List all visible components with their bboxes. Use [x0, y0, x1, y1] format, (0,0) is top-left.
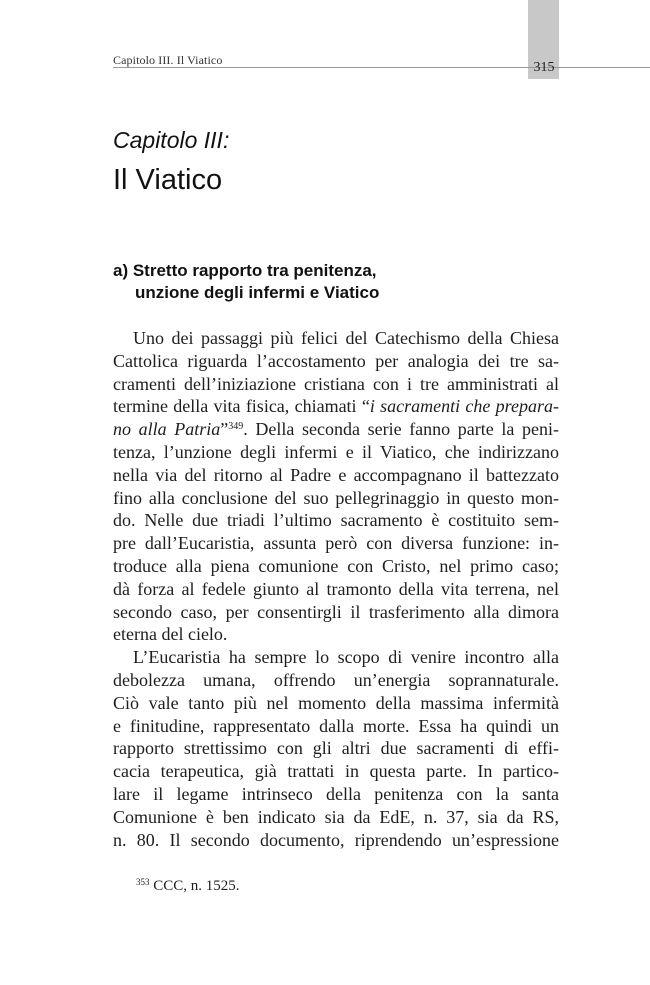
quoted-phrase: i sacramenti che prepara- [369, 396, 560, 417]
body-line: eterna del cielo. [113, 624, 228, 645]
body-line: debolezza umana, offrendo un’energia soprannaturale. [113, 669, 559, 690]
body-line: fino alla conclusione del suo pellegrinaggio in questo mon- [113, 487, 559, 508]
body-line: Comunione è ben indicato sia da EdE, n. 37, sia da RS, [113, 806, 559, 827]
chapter-title: Il Viatico [113, 164, 223, 196]
body-line: Ciò vale tanto più nel momento della massima infermità [113, 692, 559, 713]
body-line: no alla Patria”$^{349}$. Della seconda serie fanno parte la peni- [113, 419, 559, 440]
footnote-text: CCC, n. 1525. [153, 878, 240, 894]
quoted-phrase-end: no alla Patria [113, 419, 221, 440]
body-line: nella via del ritorno al Padre e accompagnano il battezzato [113, 464, 559, 485]
body-line: rapporto strettissimo con gli altri due sacramenti di effi- [113, 738, 559, 759]
body-line: n. 80. Il secondo documento, riprendendo un’espressione [113, 829, 559, 850]
body-text [113, 327, 559, 851]
section-heading-line-1: a) Stretto rapporto tra penitenza, [113, 261, 377, 280]
chapter-label: Capitolo III: [113, 127, 230, 153]
body-line: termine della vita fisica, chiamati “i sacramenti che prepara- [113, 396, 560, 417]
body-line: Uno dei passaggi più felici del Catechismo della Chiesa [133, 328, 559, 348]
body-line: dà forza al fedele giunto al tramonto della vita terrena, nel [113, 578, 559, 599]
section-heading [113, 260, 379, 304]
body-line: cacia terapeutica, già trattati in questa parte. In partico- [113, 761, 559, 782]
footnote-reference: 349 [228, 421, 244, 433]
body-line: troduce alla piena comunione con Cristo, nel primo caso; [113, 555, 559, 576]
body-line: tenza, l’unzione degli infermi e il Viatico, che indirizzano [113, 441, 559, 462]
body-line: secondo caso, per consentirgli il trasferimento alla dimora [113, 601, 559, 622]
footnote-number: 353 [136, 877, 150, 887]
body-line: pre dall’Eucaristia, assunta però con diversa funzione: in- [113, 533, 559, 554]
header-rule [113, 67, 650, 68]
running-header: Capitolo III. Il Viatico [113, 53, 223, 67]
body-line: L’Eucaristia ha sempre lo scopo di venire incontro alla [133, 647, 559, 668]
section-heading-line-2: unzione degli infermi e Viatico [135, 283, 380, 302]
body-line: cramenti dell’iniziazione cristiana con i tre amministrati al [113, 373, 559, 394]
body-line: lare il legame intrinseco della penitenza con la santa [113, 783, 559, 804]
page-number: 315 [533, 60, 555, 75]
body-line: e finitudine, rappresentato dalla morte. Essa ha quindi un [113, 715, 559, 736]
body-line: do. Nelle due triadi l’ultimo sacramento è costituito sem- [113, 510, 559, 531]
body-line: Cattolica riguarda l’accostamento per analogia dei tre sa- [113, 350, 559, 371]
footnote [136, 878, 240, 895]
